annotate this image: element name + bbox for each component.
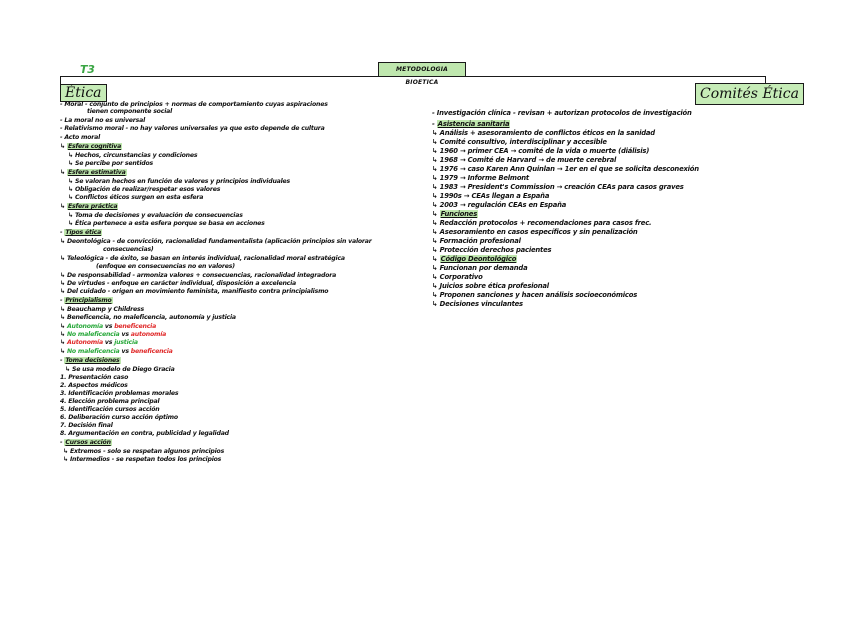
etica-note-line [60,288,328,296]
etica-note-line [60,348,173,356]
comites-note-line [432,210,478,218]
etica-note-line [60,331,166,339]
etica-note-text: ↳ Conflictos éticos surgen en esta esfera [68,194,204,201]
etica-note-text: - Acto moral [60,134,100,141]
etica-note-text: Esfera estimativa [67,169,126,176]
etica-note-text: - [60,439,65,446]
etica-note-line [60,125,325,133]
etica-note-text: 3. Identificación problemas morales [60,390,179,397]
etica-note-text: ↳ De virtudes - enfoque en carácter individual, disposición a excelencia [60,280,297,287]
etica-note-line [60,255,345,263]
etica-note-line [65,366,175,374]
comites-note-line [432,228,638,236]
comites-note-line [432,109,692,117]
etica-note-text: ↳ [60,348,67,355]
etica-note-line [68,186,220,194]
etica-note-text: Tipos ética [65,229,102,236]
etica-note-text: ↳ Extremos - solo se respetan algunos principios [63,448,225,455]
etica-note-line [60,272,336,280]
etica-note-text: 2. Aspectos médicos [60,382,128,389]
etica-note-text: - La moral no es universal [60,117,146,124]
left-section-header: Ética [60,84,107,102]
comites-note-text: ↳ 1979 → Informe Belmont [432,174,529,182]
comites-note-text: Código Deontológico [440,255,517,263]
etica-note-text: ↳ [60,169,67,176]
comites-note-text: Funciones [440,210,478,218]
etica-note-text: consecuencias) [103,246,154,253]
right-section-header: Comités Ética [695,83,804,105]
comites-note-line [432,165,699,173]
etica-note-text: ↳ [60,339,67,346]
etica-note-text: Toma decisiones [65,357,120,364]
etica-note-text: Esfera cognitiva [67,143,122,150]
comites-note-text: ↳ 1968 → Comité de Harvard → de muerte cerebral [432,156,617,164]
comites-note-line [432,237,521,245]
etica-note-text: Cursos acción [65,439,111,446]
etica-note-text: ↳ Se usa modelo de Diego Gracia [65,366,175,373]
etica-note-text: (enfoque en consecuencias no en valores) [96,263,235,270]
etica-note-text: ↳ Obligación de realizar/respetar esos valores [68,186,221,193]
etica-note-text: beneficencia [130,348,173,355]
etica-note-text: No maleficencia [66,331,120,338]
etica-note-text: - [60,229,65,236]
etica-note-text: ↳ [60,203,67,210]
comites-note-text: ↳ 1976 → caso Karen Ann Quinlan → 1er en el que se solicita desconexión [432,165,699,173]
comites-note-text: ↳ Corporativo [432,273,483,281]
etica-note-text: 7. Decisión final [60,422,113,429]
etica-note-text: ↳ Hechos, circunstancias y condiciones [68,152,198,159]
etica-note-line [60,314,236,322]
comites-note-line [432,183,684,191]
etica-note-text: ↳ [60,331,67,338]
etica-note-text: ↳ [60,323,67,330]
comites-note-text: ↳ 1983 → President's Commission → creación CEAs para casos graves [432,183,684,191]
etica-note-text: 5. Identificación cursos acción [60,406,160,413]
comites-note-line [432,219,651,227]
etica-note-text: ↳ De responsabilidad - armoniza valores + consecuencias, racionalidad integradora [60,272,337,279]
etica-note-text: - Relativismo moral - no hay valores universales ya que esto depende de cultura [60,125,325,132]
comites-note-text: ↳ Análisis + asesoramiento de conflictos éticos en la sanidad [432,129,655,137]
etica-note-text: ↳ Ética pertenece a esta esfera porque se basa en acciones [68,220,265,227]
etica-note-text: vs [119,331,131,338]
comites-note-text: ↳ 2003 → regulación CEAs en España [432,201,567,209]
etica-note-text: vs [102,323,115,330]
etica-note-line [60,134,100,142]
etica-note-line [60,430,229,438]
top-connector-line [60,76,766,77]
etica-note-line [60,117,145,125]
etica-note-line [60,374,128,382]
etica-note-line [60,398,159,406]
etica-note-text: ↳ Se percibe por sentidos [68,160,154,167]
comites-note-text: ↳ Comité consultivo, interdisciplinar y accesible [432,138,607,146]
etica-note-text: 1. Presentación caso [60,374,129,381]
etica-note-line [63,456,221,464]
etica-note-text: ↳ Beauchamp y Childress [60,306,144,313]
etica-note-text: tienen componente social [87,108,173,115]
comites-note-line [432,174,529,182]
etica-note-text: ↳ [60,143,67,150]
comites-note-line [432,138,607,146]
etica-note-line [60,414,178,422]
etica-note-line [60,406,159,414]
etica-note-text: - Moral - conjunto de principios + normas de comportamiento cuyas aspiraciones [60,101,328,108]
comites-note-line [432,291,637,299]
comites-note-text: Asistencia sanitaria [437,120,510,128]
comites-note-line [432,120,510,128]
etica-note-line [60,169,127,177]
comites-note-text: ↳ [432,255,440,263]
etica-note-line [68,178,290,186]
comites-note-text: ↳ Redacción protocolos + recomendaciones para casos frec. [432,219,652,227]
topic-tag: T3 [80,63,95,76]
comites-note-line [432,246,551,254]
etica-note-line [87,108,172,116]
comites-note-text: ↳ Proponen sanciones y hacen análisis socioeconómicos [432,291,638,299]
etica-note-line [68,160,153,168]
etica-note-line [60,382,128,390]
etica-note-line [68,212,243,220]
comites-note-text: ↳ 1990s → CEAs llegan a España [432,192,550,200]
comites-note-text: ↳ Funcionan por demanda [432,264,528,272]
etica-note-line [60,339,138,347]
comites-note-text: ↳ Decisiones vinculantes [432,300,523,308]
comites-note-text: - [432,120,437,128]
etica-note-line [60,280,296,288]
etica-note-text: - [60,297,65,304]
comites-note-text: ↳ [432,210,440,218]
etica-note-text: Autonomía [66,323,103,330]
etica-note-line [60,203,118,211]
comites-note-text: ↳ Juicios sobre ética profesional [432,282,549,290]
etica-note-text: justicia [114,339,138,346]
etica-note-text: autonomía [130,331,167,338]
comites-note-line [432,264,527,272]
etica-note-line [60,306,144,314]
comites-note-text: ↳ Formación profesional [432,237,521,245]
etica-note-text: beneficencia [114,323,157,330]
comites-note-line [432,129,655,137]
comites-note-line [432,192,549,200]
etica-note-text: 8. Argumentación en contra, publicidad y legalidad [60,430,229,437]
etica-note-line [68,220,265,228]
etica-note-text: Esfera práctica [67,203,118,210]
etica-note-text: 6. Deliberación curso acción óptimo [60,414,178,421]
etica-note-text: ↳ Deontológica - de convicción, racionalidad fundamentalista (aplicación principios sin valorar [60,238,372,245]
comites-note-line [432,273,483,281]
etica-note-line [60,323,156,331]
etica-note-text: vs [119,348,131,355]
etica-note-text: ↳ Toma de decisiones y evaluación de consecuencias [68,212,243,219]
comites-note-line [432,147,649,155]
etica-note-text: - [60,357,65,364]
etica-note-line [60,238,372,246]
comites-note-text: ↳ Asesoramiento en casos específicos y sin penalización [432,228,638,236]
etica-note-text: ↳ Teleológica - de éxito, se basan en interés individual, racionalidad moral estratégica [60,255,345,262]
comites-note-line [432,300,523,308]
comites-note-line [432,156,616,164]
page-title: METODOLOGIA BIOETICA [378,62,466,77]
etica-note-line [96,263,235,271]
etica-notes-column [60,101,440,531]
etica-note-text: Autonomía [66,339,103,346]
etica-note-line [60,439,112,447]
etica-note-text: ↳ Se valoran hechos en función de valores y principios individuales [68,178,291,185]
comites-note-line [432,255,517,263]
etica-note-text: No maleficencia [66,348,120,355]
etica-note-text: vs [102,339,115,346]
etica-note-text: ↳ Intermedios - se respetan todos los principios [63,456,222,463]
etica-note-line [60,229,102,237]
etica-note-line [60,422,113,430]
etica-note-line [60,390,178,398]
etica-note-text: ↳ Del cuidado - origen en movimiento feminista, manifiesto contra principialismo [60,288,329,295]
etica-note-text: ↳ Beneficencia, no maleficencia, autonomía y justicia [60,314,236,321]
etica-note-line [68,194,203,202]
comites-note-line [432,201,566,209]
comites-note-text: ↳ 1960 → primer CEA → comité de la vida o muerte (diálisis) [432,147,650,155]
etica-note-line [68,152,197,160]
etica-note-line [103,246,154,254]
etica-note-text: 4. Elección problema principal [60,398,160,405]
etica-note-line [60,143,122,151]
comites-note-line [432,282,549,290]
etica-note-line [63,448,224,456]
comites-note-text: ↳ Protección derechos pacientes [432,246,552,254]
etica-note-text: Principialismo [65,297,112,304]
comites-note-text: - Investigación clínica - revisan + autorizan protocolos de investigación [432,109,692,117]
comites-notes-column [432,109,792,369]
etica-note-line [60,297,113,305]
etica-note-line [60,357,121,365]
